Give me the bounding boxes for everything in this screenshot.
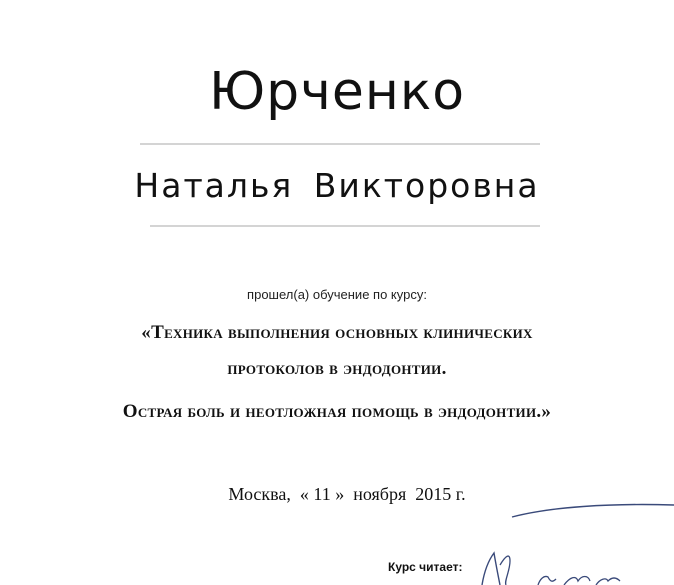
recipient-surname: Юрченко: [208, 62, 466, 122]
course-title-line-3: Острая боль и неотложная помощь в эндодонтии.»: [122, 401, 552, 422]
lecturer-label: Курс читает:: [388, 560, 463, 574]
given-names-underline: [150, 225, 540, 227]
course-title-line-2: протоколов в эндодонтии.: [227, 358, 447, 379]
place-and-date: Москва, « 11 » ноября 2015 г.: [228, 484, 466, 504]
recipient-given-names: Наталья Викторовна: [134, 166, 540, 205]
completed-course-label: прошел(а) обучение по курсу:: [247, 287, 427, 302]
signature-icon: [460, 495, 674, 585]
surname-underline: [140, 143, 540, 145]
course-title-line-1: «Техника выполнения основных клинических: [141, 322, 533, 343]
